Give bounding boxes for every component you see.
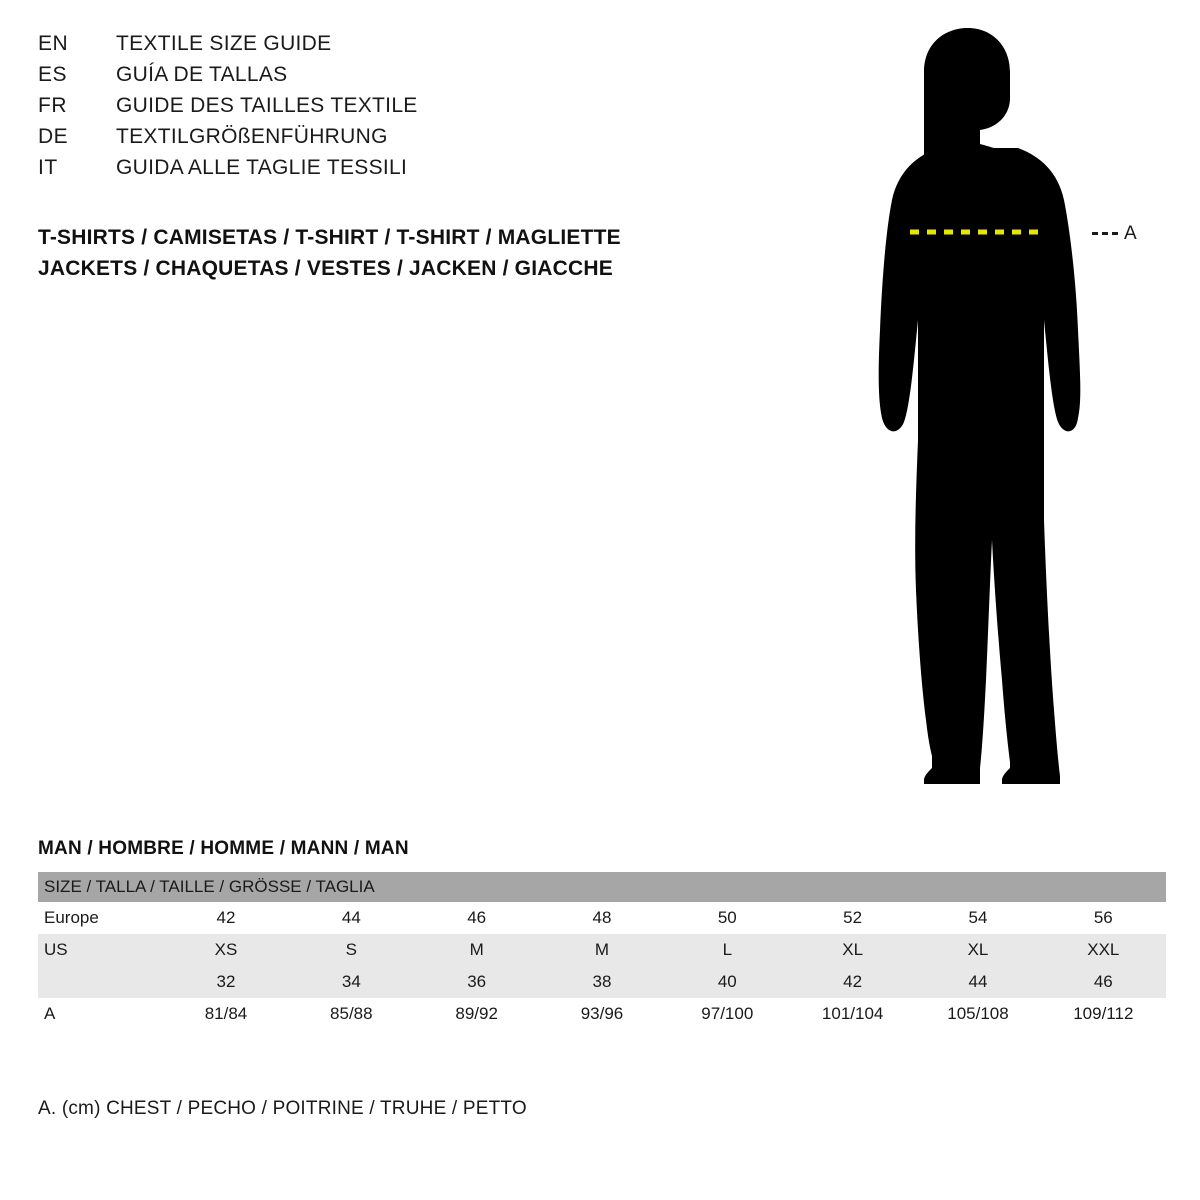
- language-title: GUÍA DE TALLAS: [116, 63, 288, 86]
- table-row: [38, 902, 1166, 934]
- cell-value: 54: [915, 902, 1040, 934]
- category-tshirts: T-SHIRTS / CAMISETAS / T-SHIRT / T-SHIRT / MAGLIETTE: [38, 226, 621, 249]
- cell-value: XS: [163, 934, 288, 966]
- cell-value: 56: [1041, 902, 1166, 934]
- language-code: EN: [38, 32, 69, 55]
- table-row: [38, 998, 1166, 1030]
- table-header-label: SIZE / TALLA / TAILLE / GRÖSSE / TAGLIA: [38, 872, 1166, 902]
- language-code: DE: [38, 125, 69, 148]
- cell-value: 44: [289, 902, 414, 934]
- chest-pointer-dashes: [1092, 232, 1118, 235]
- language-title: TEXTILE SIZE GUIDE: [116, 32, 332, 55]
- cell-value: 101/104: [790, 998, 915, 1030]
- size-table-section: [38, 838, 1166, 1030]
- cell-value: 46: [1041, 966, 1166, 998]
- cell-value: M: [414, 934, 539, 966]
- table-row: [38, 934, 1166, 966]
- cell-value: 52: [790, 902, 915, 934]
- silhouette-svg: [820, 20, 1180, 800]
- size-table: [38, 872, 1166, 1030]
- language-row: [38, 63, 738, 94]
- cell-value: 93/96: [539, 998, 664, 1030]
- cell-value: 105/108: [915, 998, 1040, 1030]
- language-title: GUIDA ALLE TAGLIE TESSILI: [116, 156, 408, 179]
- cell-value: 44: [915, 966, 1040, 998]
- cell-value: 38: [539, 966, 664, 998]
- language-code: FR: [38, 94, 67, 117]
- row-label: Europe: [38, 902, 163, 934]
- table-row: [38, 966, 1166, 998]
- language-code: ES: [38, 63, 68, 86]
- group-title-man: MAN / HOMBRE / HOMME / MANN / MAN: [38, 838, 409, 859]
- cell-value: XL: [915, 934, 1040, 966]
- cell-value: 89/92: [414, 998, 539, 1030]
- language-code: IT: [38, 156, 58, 179]
- cell-value: 40: [665, 966, 790, 998]
- cell-value: XXL: [1041, 934, 1166, 966]
- cell-value: 34: [289, 966, 414, 998]
- chest-measure-label: A: [1124, 223, 1137, 244]
- cell-value: 36: [414, 966, 539, 998]
- cell-value: L: [665, 934, 790, 966]
- language-row: [38, 156, 738, 187]
- cell-value: 97/100: [665, 998, 790, 1030]
- body-silhouette-figure: [820, 20, 1180, 800]
- cell-value: 46: [414, 902, 539, 934]
- cell-value: 85/88: [289, 998, 414, 1030]
- garment-category-block: [38, 222, 798, 284]
- row-label: A: [38, 998, 163, 1030]
- row-label: [38, 966, 163, 998]
- language-row: [38, 125, 738, 156]
- cell-value: M: [539, 934, 664, 966]
- cell-value: 42: [790, 966, 915, 998]
- cell-value: 42: [163, 902, 288, 934]
- language-title: TEXTILGRÖßENFÜHRUNG: [116, 125, 388, 148]
- cell-value: 50: [665, 902, 790, 934]
- table-header-row: [38, 872, 1166, 902]
- language-header-block: [38, 32, 738, 187]
- cell-value: XL: [790, 934, 915, 966]
- row-label: US: [38, 934, 163, 966]
- language-title: GUIDE DES TAILLES TEXTILE: [116, 94, 418, 117]
- cell-value: 48: [539, 902, 664, 934]
- cell-value: 32: [163, 966, 288, 998]
- cell-value: S: [289, 934, 414, 966]
- cell-value: 109/112: [1041, 998, 1166, 1030]
- cell-value: 81/84: [163, 998, 288, 1030]
- measurement-footnote: A. (cm) CHEST / PECHO / POITRINE / TRUHE / PETTO: [38, 1098, 527, 1119]
- language-row: [38, 94, 738, 125]
- category-jackets: JACKETS / CHAQUETAS / VESTES / JACKEN / GIACCHE: [38, 257, 613, 280]
- language-row: [38, 32, 738, 63]
